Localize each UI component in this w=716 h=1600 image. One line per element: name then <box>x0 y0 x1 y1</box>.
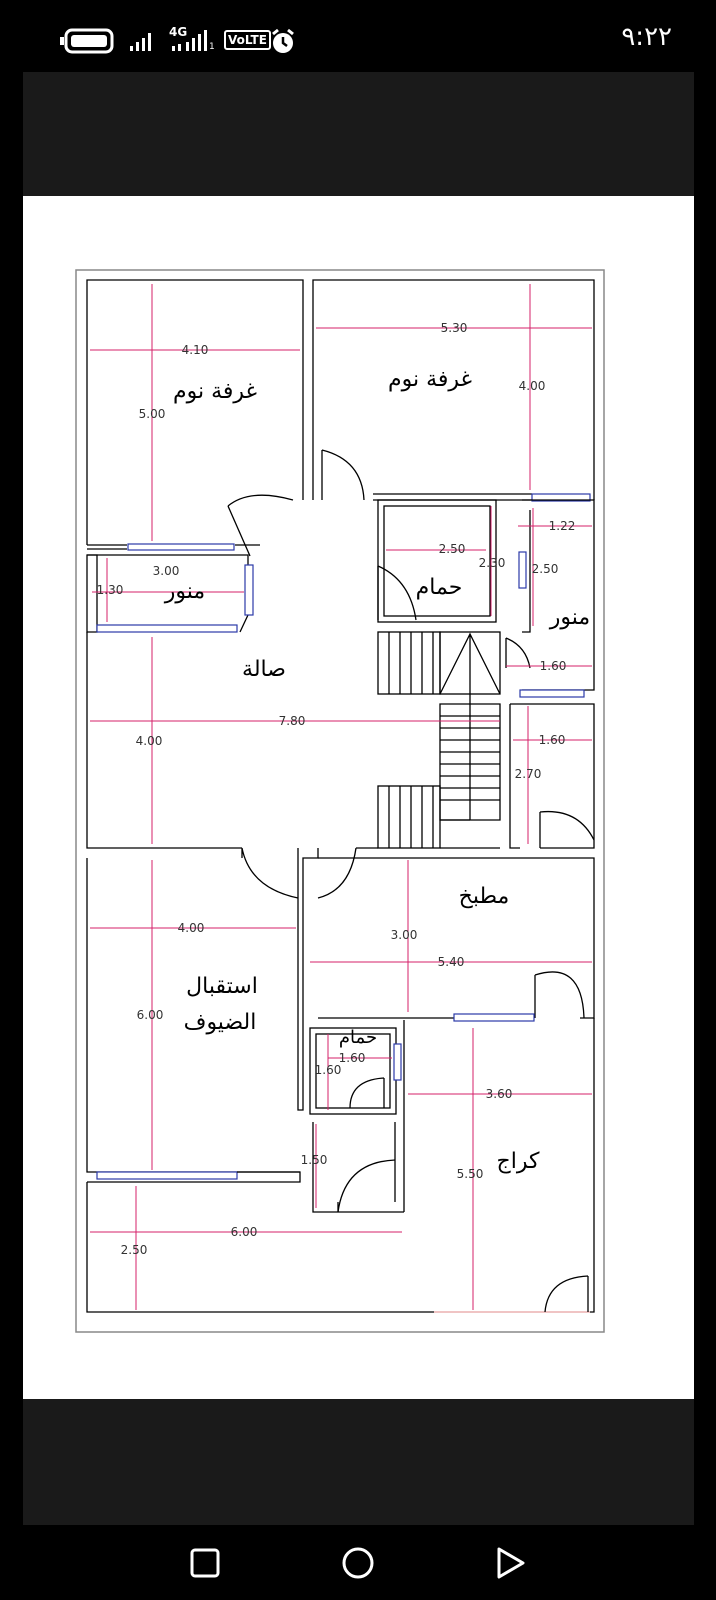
dim-bed-left-depth: 5.00 <box>138 407 166 421</box>
recents-button[interactable] <box>189 1547 221 1579</box>
dim-well-right-width: 1.22 <box>548 519 576 533</box>
network-type: 4G <box>169 25 188 39</box>
dim-hall-depth: 4.00 <box>135 734 163 748</box>
dim-entry-depth: 1.50 <box>300 1153 328 1167</box>
room-label-kitchen: مطبخ <box>458 884 510 909</box>
clock: ٩:٢٢ <box>621 22 672 52</box>
dim-front-width: 6.00 <box>230 1225 258 1239</box>
dim-kitchen-width: 5.40 <box>437 955 465 969</box>
room-label-hall: صالة <box>242 657 286 682</box>
room-label-light-well-left: منور <box>164 579 206 604</box>
dim-reception-width: 4.00 <box>177 921 205 935</box>
room-label-bathroom-small: حمام <box>338 1027 378 1048</box>
dim-kitchen-depth: 3.00 <box>390 928 418 942</box>
room-label-bedroom-left: غرفة نوم <box>172 379 258 404</box>
dim-bed-right-depth: 4.00 <box>518 379 546 393</box>
dim-bath-small-width: 1.60 <box>338 1051 366 1065</box>
dim-bed-right-width: 5.30 <box>440 321 468 335</box>
dim-bed-left-width: 4.10 <box>181 343 209 357</box>
sim-slot: 1 <box>209 42 215 52</box>
dim-garage-width: 3.60 <box>485 1087 513 1101</box>
dim-front-depth: 2.50 <box>120 1243 148 1257</box>
dim-well-right-depth: 2.50 <box>531 562 559 576</box>
dim-stair-landing: 1.60 <box>539 659 567 673</box>
navigation-bar <box>0 1525 716 1600</box>
room-label-garage: كراج <box>496 1149 540 1174</box>
room-label-bathroom-top: حمام <box>415 575 463 600</box>
dim-hall-width: 7.80 <box>278 714 306 728</box>
dim-well-left-depth: 1.30 <box>96 583 124 597</box>
dim-reception-depth: 6.00 <box>136 1008 164 1022</box>
home-button[interactable] <box>340 1545 376 1581</box>
room-label-light-well-right: منور <box>549 605 591 630</box>
dim-bath-small-depth: 1.60 <box>314 1063 342 1077</box>
dim-garage-depth: 5.50 <box>456 1167 484 1181</box>
dim-bath-top-depth: 2.30 <box>478 556 506 570</box>
volte-badge: VoLTE <box>224 30 271 50</box>
dim-corridor-depth: 2.70 <box>514 767 542 781</box>
room-label-reception-1: استقبال <box>186 974 258 999</box>
dim-bath-top-width: 2.50 <box>438 542 466 556</box>
dim-corridor-width: 1.60 <box>538 733 566 747</box>
room-label-reception-2: الضيوف <box>183 1010 257 1035</box>
back-button[interactable] <box>494 1545 528 1581</box>
room-label-bedroom-right: غرفة نوم <box>387 367 473 392</box>
dim-well-left-width: 3.00 <box>152 564 180 578</box>
